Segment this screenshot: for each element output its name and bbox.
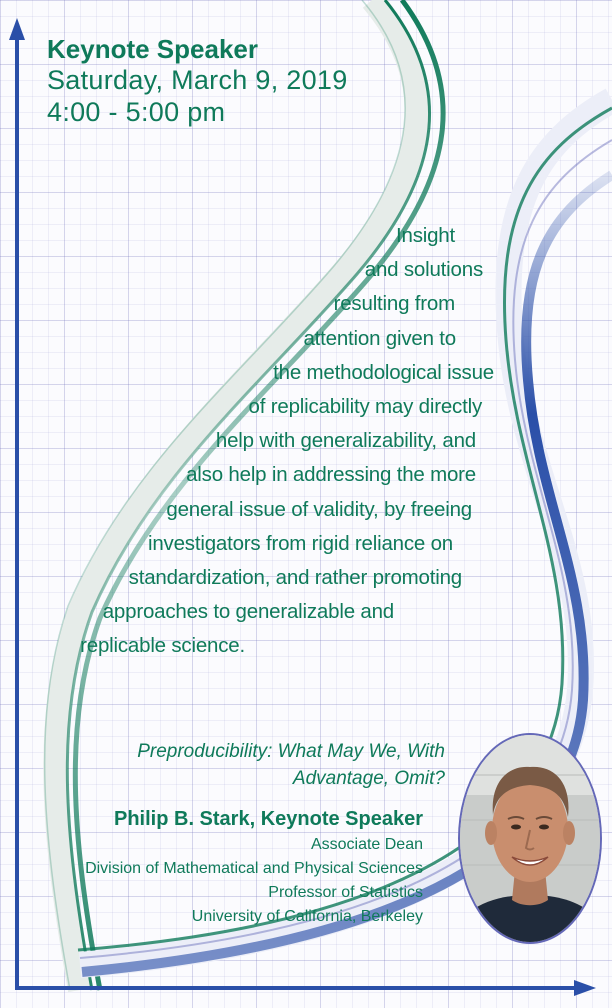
speaker-photo (458, 733, 602, 944)
quote-line: replicable science. (80, 634, 245, 658)
quote-line: of replicability may directly (248, 395, 482, 419)
quote-line: standardization, and rather promoting (128, 566, 462, 590)
speaker-info (30, 806, 423, 929)
quote-block (40, 219, 500, 664)
quote-line: investigators from rigid reliance on (148, 531, 453, 555)
speaker-university: University of California, Berkeley (191, 908, 423, 925)
speaker-title-dean: Associate Dean (310, 836, 423, 853)
talk-title-line-1: Preproducibility: What May We, With (137, 741, 445, 762)
speaker-division: Division of Mathematical and Physical Sciences (85, 860, 423, 877)
quote-line: the methodological issue (273, 360, 494, 384)
talk-title (40, 738, 445, 792)
quote-line: attention given to (303, 326, 456, 350)
talk-title-line-2: Advantage, Omit? (292, 768, 445, 789)
y-axis-arrow-icon (9, 18, 25, 40)
event-title: Keynote Speaker (47, 34, 258, 64)
x-axis-arrow-icon (574, 980, 596, 996)
speaker-portrait-icon (460, 735, 600, 942)
quote-line: also help in addressing the more (186, 463, 476, 487)
quote-line: Insight (396, 224, 455, 247)
quote-line: help with generalizability, and (215, 429, 476, 453)
event-time: 4:00 - 5:00 pm (47, 97, 226, 127)
event-header (47, 34, 348, 128)
quote-line: approaches to generalizable and (102, 600, 394, 624)
quote-line: and solutions (364, 258, 483, 282)
speaker-name: Philip B. Stark, Keynote Speaker (114, 808, 423, 830)
speaker-title-professor: Professor of Statistics (268, 884, 423, 901)
quote-line: general issue of validity, by freeing (166, 497, 472, 521)
quote-line: resulting from (333, 292, 455, 316)
event-date: Saturday, March 9, 2019 (47, 65, 348, 95)
